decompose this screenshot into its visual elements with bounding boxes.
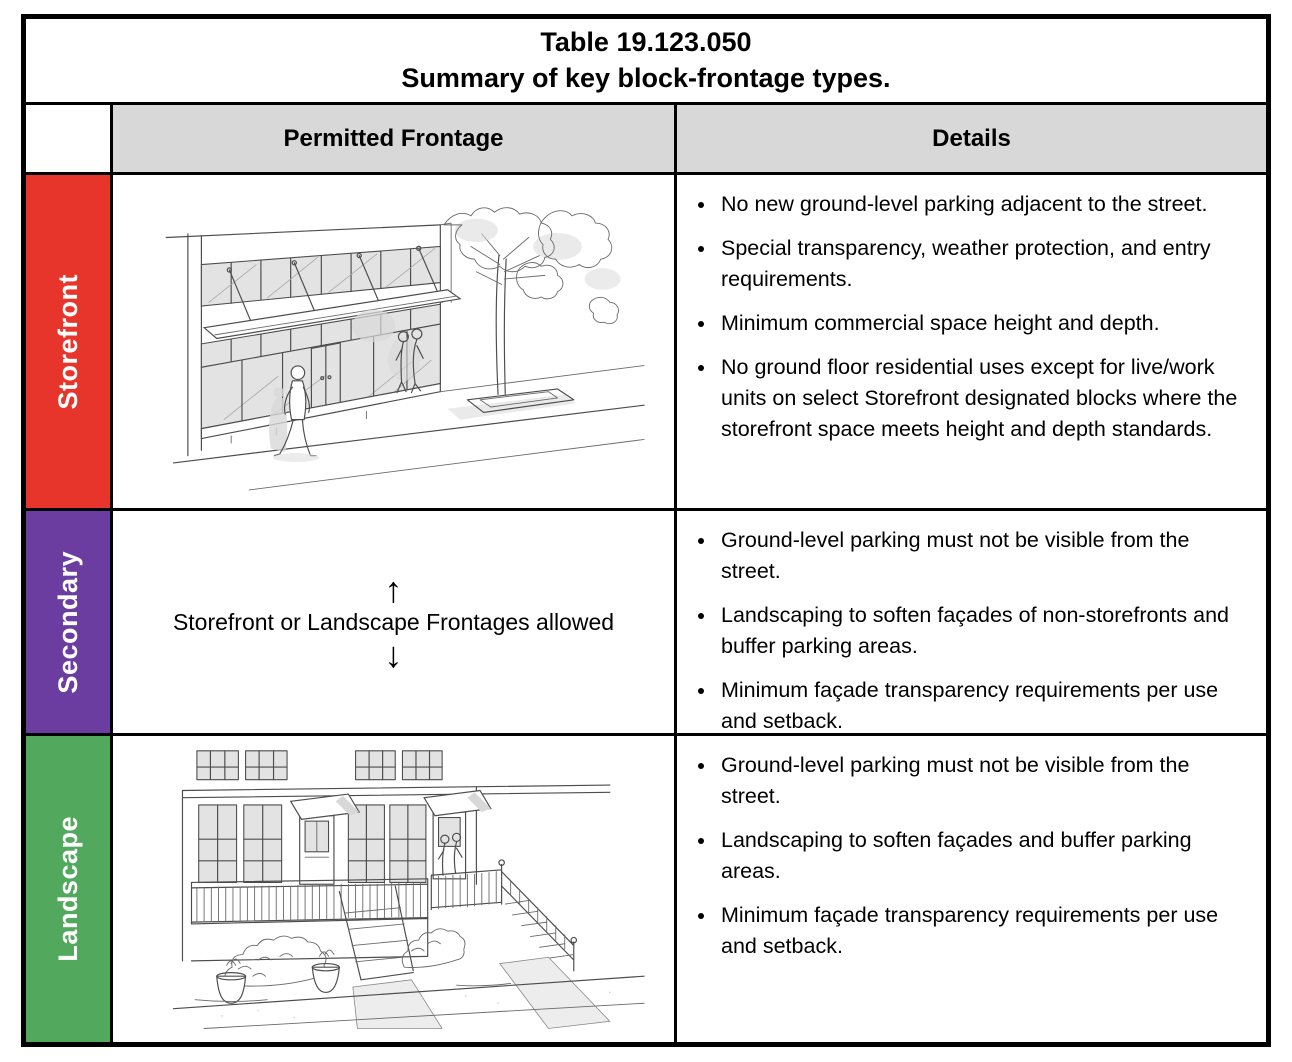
detail-item: • Minimum façade transparency requirements per use and setback. [717,900,1250,962]
detail-item: • Minimum commercial space height and depth. [717,308,1250,339]
street-tree [444,208,621,413]
detail-item: • Minimum façade transparency requirements per use and setback. [717,675,1250,733]
header-corner-cell [26,105,110,172]
detail-item: • Landscaping to soften façades of non-storefronts and buffer parking areas. [717,600,1250,662]
table-number: Table 19.123.050 [540,27,752,58]
row-label-secondary-text: Secondary [52,550,83,694]
row-label-storefront [26,175,110,508]
landscape-illustration [141,748,646,1030]
row-label-landscape-text: Landscape [52,816,83,962]
secondary-details-list [677,517,1256,733]
secondary-details-cell [677,511,1266,733]
storefront-details-cell [677,175,1266,508]
detail-item: • No new ground-level parking adjacent to the street. [717,189,1250,220]
block-frontage-table [21,14,1271,1047]
header-details: Details [677,105,1266,172]
storefront-illustration [141,188,646,494]
row-label-landscape [26,736,110,1042]
row-label-storefront-text: Storefront [52,273,83,410]
detail-item: • Ground-level parking must not be visible from the street. [717,750,1250,812]
down-arrow-icon: ↓ [384,633,403,675]
landscape-details-cell [677,736,1266,1042]
detail-item: • No ground floor residential uses except for live/work units on select Storefront designated blocks where the storefront space meets height and depth standards. [717,352,1250,445]
secondary-frontage-cell [113,511,674,733]
table-subtitle: Summary of key block-frontage types. [401,62,891,93]
detail-item: • Special transparency, weather protection, and entry requirements. [717,233,1250,295]
storefront-frontage-cell [113,175,674,508]
storefront-details-list [677,181,1256,445]
secondary-frontage-note: Storefront or Landscape Frontages allowed [172,608,615,635]
header-permitted-frontage: Permitted Frontage [113,105,674,172]
detail-item: • Ground-level parking must not be visible from the street. [717,525,1250,587]
row-label-secondary [26,511,110,733]
detail-item: • Landscaping to soften façades and buffer parking areas. [717,825,1250,887]
townhouse-building [183,751,610,961]
table-title [26,19,1266,102]
landscape-frontage-cell [113,736,674,1042]
up-arrow-icon: ↑ [384,568,403,610]
landscape-details-list [677,742,1256,962]
